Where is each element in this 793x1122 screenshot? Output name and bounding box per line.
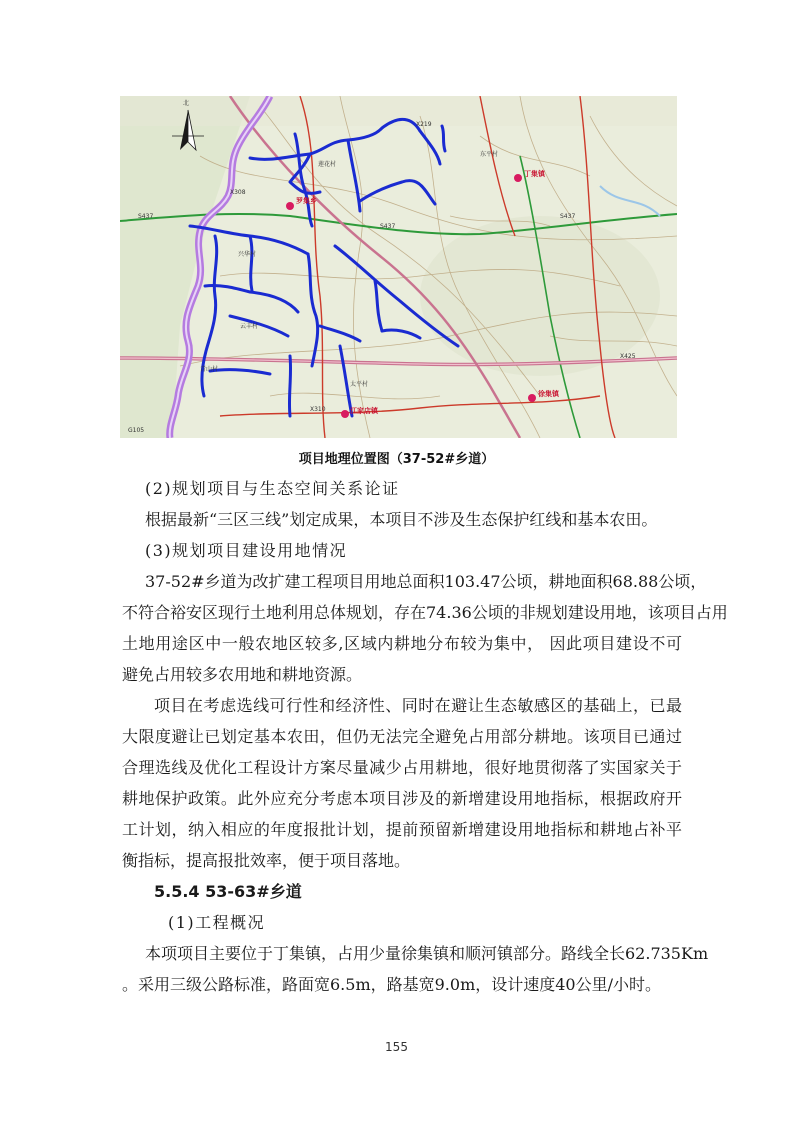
section-3-heading: (3)规划项目建设用地情况 xyxy=(145,541,348,560)
label-village-qingshan: 青山村 xyxy=(200,366,219,373)
town-marker-dingji xyxy=(514,174,522,182)
paragraph-3-line-1: 本项项目主要位于丁集镇，占用少量徐集镇和顺河镇部分。路线全长62.735Km xyxy=(145,944,709,963)
paragraph-2-line-5: 工计划，纳入相应的年度报批计划，提前预留新增建设用地指标和耕地占补平 xyxy=(122,820,682,839)
paragraph-1-line-3: 土地用途区中一般农地区较多,区域内耕地分布较为集中， 因此项目建设不可 xyxy=(122,634,682,653)
label-village-xinghua: 兴华村 xyxy=(238,251,257,258)
label-town-xuji: 徐集镇 xyxy=(538,390,559,398)
label-village-dongping: 东平村 xyxy=(480,151,499,158)
paragraph-2-line-4: 耕地保护政策。此外应充分考虑本项目涉及的新增建设用地指标，根据政府开 xyxy=(122,789,682,808)
label-x308: X308 xyxy=(230,189,246,196)
section-2-body: 根据最新“三区三线”划定成果，本项目不涉及生态保护红线和基本农田。 xyxy=(145,510,658,529)
town-marker-jiangjiadian xyxy=(341,410,349,418)
label-x219: X219 xyxy=(416,121,432,128)
page-number: 155 xyxy=(385,1040,408,1054)
figure-caption: 项目地理位置图（37-52#乡道） xyxy=(298,452,495,467)
north-label: 北 xyxy=(183,100,190,107)
paragraph-1-line-4: 避免占用较多农用地和耕地资源。 xyxy=(122,665,363,684)
section-5-5-4-heading: 5.5.4 53-63#乡道 xyxy=(154,882,302,901)
paragraph-1-line-1: 37-52#乡道为改扩建工程项目用地总面积103.47公顷，耕地面积68.88公顷， xyxy=(145,572,707,591)
label-s437-west: S437 xyxy=(138,213,154,220)
label-x425: X425 xyxy=(620,353,636,360)
section-2-heading: (2)规划项目与生态空间关系论证 xyxy=(145,479,400,498)
paragraph-2-line-1: 项目在考虑选线可行性和经济性、同时在避让生态敏感区的基础上，已最 xyxy=(154,696,682,715)
label-g105: G105 xyxy=(128,427,145,434)
map-canvas xyxy=(120,96,677,438)
town-marker-xuji xyxy=(528,394,536,402)
label-village-lianhua: 莲花村 xyxy=(318,161,337,168)
label-s437-east: S437 xyxy=(560,213,576,220)
label-village-taiping: 太平村 xyxy=(350,381,369,388)
label-village-yunfeng: 云丰村 xyxy=(240,323,259,330)
east-terrain xyxy=(420,216,660,376)
paragraph-2-line-2: 大限度避让已划定基本农田，但仍无法完全避免占用部分耕地。该项目已通过 xyxy=(122,727,682,746)
label-town-luoji: 罗集乡 xyxy=(296,197,317,205)
paragraph-2-line-6: 衡指标，提高报批效率，便于项目落地。 xyxy=(122,851,411,870)
label-x310: X310 xyxy=(310,406,326,413)
town-marker-luoji xyxy=(286,202,294,210)
section-1-heading: (1)工程概况 xyxy=(168,913,266,932)
north-band xyxy=(120,96,677,126)
label-town-dingji: 丁集镇 xyxy=(524,170,545,178)
paragraph-3-line-2: 。采用三级公路标准，路面宽6.5m，路基宽9.0m，设计速度40公里/小时。 xyxy=(122,975,661,994)
label-s437-mid: S437 xyxy=(380,223,396,230)
location-map xyxy=(120,96,677,438)
paragraph-2-line-3: 合理选线及优化工程设计方案尽量减少占用耕地，很好地贯彻落了实国家关于 xyxy=(122,758,682,777)
paragraph-1-line-2: 不符合裕安区现行土地利用总体规划，存在74.36公顷的非规划建设用地，该项目占用 xyxy=(122,603,728,622)
label-town-jiangjiadian: 江家店镇 xyxy=(350,407,378,415)
